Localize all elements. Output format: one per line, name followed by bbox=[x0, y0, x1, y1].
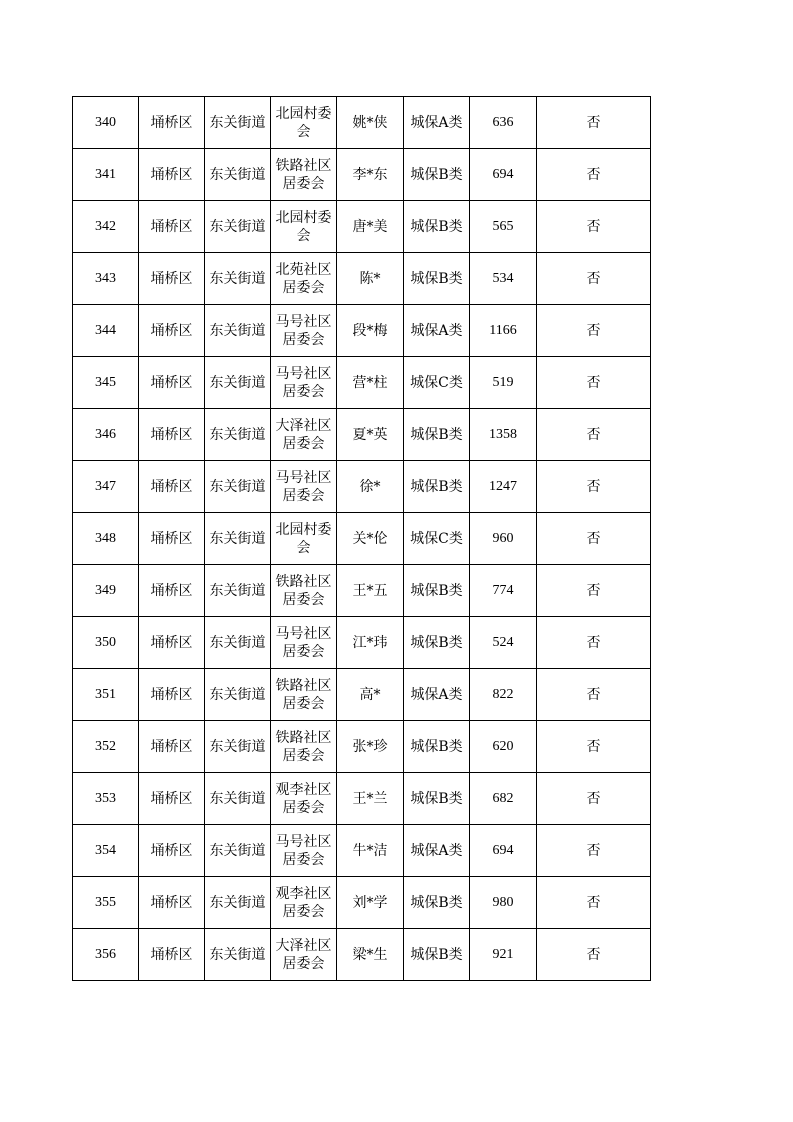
cell-street: 东关街道 bbox=[205, 617, 271, 669]
cell-flag: 否 bbox=[537, 877, 651, 929]
cell-flag: 否 bbox=[537, 825, 651, 877]
cell-amount: 565 bbox=[470, 201, 537, 253]
cell-committee: 马号社区居委会 bbox=[271, 357, 337, 409]
cell-district: 埇桥区 bbox=[139, 461, 205, 513]
cell-amount: 694 bbox=[470, 149, 537, 201]
table-row bbox=[73, 253, 651, 305]
cell-amount: 1166 bbox=[470, 305, 537, 357]
cell-flag: 否 bbox=[537, 461, 651, 513]
cell-number: 353 bbox=[73, 773, 139, 825]
cell-committee: 观李社区居委会 bbox=[271, 877, 337, 929]
cell-flag: 否 bbox=[537, 305, 651, 357]
cell-name: 李*东 bbox=[337, 149, 404, 201]
cell-number: 350 bbox=[73, 617, 139, 669]
cell-amount: 822 bbox=[470, 669, 537, 721]
cell-district: 埇桥区 bbox=[139, 617, 205, 669]
cell-district: 埇桥区 bbox=[139, 305, 205, 357]
cell-number: 340 bbox=[73, 97, 139, 149]
cell-street: 东关街道 bbox=[205, 461, 271, 513]
cell-district: 埇桥区 bbox=[139, 357, 205, 409]
cell-amount: 1247 bbox=[470, 461, 537, 513]
cell-street: 东关街道 bbox=[205, 253, 271, 305]
cell-amount: 980 bbox=[470, 877, 537, 929]
cell-category: 城保B类 bbox=[404, 877, 470, 929]
cell-flag: 否 bbox=[537, 721, 651, 773]
table-row bbox=[73, 877, 651, 929]
cell-name: 王*兰 bbox=[337, 773, 404, 825]
table-row bbox=[73, 149, 651, 201]
cell-committee: 北园村委会 bbox=[271, 97, 337, 149]
table-row bbox=[73, 201, 651, 253]
cell-name: 张*珍 bbox=[337, 721, 404, 773]
roster-table bbox=[72, 96, 651, 981]
cell-category: 城保B类 bbox=[404, 409, 470, 461]
cell-district: 埇桥区 bbox=[139, 825, 205, 877]
cell-category: 城保B类 bbox=[404, 149, 470, 201]
cell-number: 349 bbox=[73, 565, 139, 617]
cell-name: 营*柱 bbox=[337, 357, 404, 409]
cell-amount: 694 bbox=[470, 825, 537, 877]
cell-category: 城保B类 bbox=[404, 565, 470, 617]
cell-district: 埇桥区 bbox=[139, 97, 205, 149]
roster-table-body bbox=[73, 97, 651, 981]
cell-number: 352 bbox=[73, 721, 139, 773]
cell-category: 城保B类 bbox=[404, 201, 470, 253]
cell-name: 刘*学 bbox=[337, 877, 404, 929]
cell-district: 埇桥区 bbox=[139, 721, 205, 773]
cell-street: 东关街道 bbox=[205, 721, 271, 773]
cell-name: 关*伦 bbox=[337, 513, 404, 565]
cell-number: 356 bbox=[73, 929, 139, 981]
table-row bbox=[73, 97, 651, 149]
cell-number: 344 bbox=[73, 305, 139, 357]
cell-category: 城保A类 bbox=[404, 97, 470, 149]
cell-category: 城保B类 bbox=[404, 721, 470, 773]
cell-number: 346 bbox=[73, 409, 139, 461]
cell-category: 城保B类 bbox=[404, 253, 470, 305]
cell-district: 埇桥区 bbox=[139, 669, 205, 721]
cell-committee: 马号社区居委会 bbox=[271, 461, 337, 513]
cell-flag: 否 bbox=[537, 97, 651, 149]
table-row bbox=[73, 617, 651, 669]
cell-flag: 否 bbox=[537, 409, 651, 461]
cell-name: 徐* bbox=[337, 461, 404, 513]
table-row bbox=[73, 773, 651, 825]
cell-flag: 否 bbox=[537, 617, 651, 669]
cell-name: 梁*生 bbox=[337, 929, 404, 981]
table-row bbox=[73, 305, 651, 357]
cell-amount: 636 bbox=[470, 97, 537, 149]
cell-category: 城保B类 bbox=[404, 773, 470, 825]
cell-category: 城保B类 bbox=[404, 929, 470, 981]
cell-number: 341 bbox=[73, 149, 139, 201]
cell-amount: 1358 bbox=[470, 409, 537, 461]
cell-number: 348 bbox=[73, 513, 139, 565]
table-row bbox=[73, 513, 651, 565]
cell-district: 埇桥区 bbox=[139, 565, 205, 617]
cell-committee: 马号社区居委会 bbox=[271, 617, 337, 669]
cell-district: 埇桥区 bbox=[139, 201, 205, 253]
cell-committee: 观李社区居委会 bbox=[271, 773, 337, 825]
cell-name: 夏*英 bbox=[337, 409, 404, 461]
cell-category: 城保C类 bbox=[404, 513, 470, 565]
cell-street: 东关街道 bbox=[205, 773, 271, 825]
cell-flag: 否 bbox=[537, 357, 651, 409]
cell-amount: 620 bbox=[470, 721, 537, 773]
cell-committee: 大泽社区居委会 bbox=[271, 409, 337, 461]
cell-name: 唐*美 bbox=[337, 201, 404, 253]
cell-flag: 否 bbox=[537, 201, 651, 253]
cell-name: 江*玮 bbox=[337, 617, 404, 669]
cell-number: 354 bbox=[73, 825, 139, 877]
cell-category: 城保A类 bbox=[404, 669, 470, 721]
cell-district: 埇桥区 bbox=[139, 513, 205, 565]
cell-street: 东关街道 bbox=[205, 825, 271, 877]
cell-flag: 否 bbox=[537, 149, 651, 201]
table-row bbox=[73, 669, 651, 721]
cell-amount: 774 bbox=[470, 565, 537, 617]
cell-number: 343 bbox=[73, 253, 139, 305]
cell-street: 东关街道 bbox=[205, 877, 271, 929]
cell-number: 355 bbox=[73, 877, 139, 929]
cell-name: 段*梅 bbox=[337, 305, 404, 357]
cell-number: 345 bbox=[73, 357, 139, 409]
table-row bbox=[73, 357, 651, 409]
cell-street: 东关街道 bbox=[205, 357, 271, 409]
cell-committee: 北园村委会 bbox=[271, 201, 337, 253]
cell-number: 351 bbox=[73, 669, 139, 721]
cell-street: 东关街道 bbox=[205, 409, 271, 461]
cell-amount: 524 bbox=[470, 617, 537, 669]
cell-amount: 960 bbox=[470, 513, 537, 565]
cell-street: 东关街道 bbox=[205, 565, 271, 617]
table-row bbox=[73, 721, 651, 773]
cell-category: 城保C类 bbox=[404, 357, 470, 409]
cell-flag: 否 bbox=[537, 929, 651, 981]
table-row bbox=[73, 461, 651, 513]
table-row bbox=[73, 565, 651, 617]
cell-flag: 否 bbox=[537, 253, 651, 305]
cell-committee: 铁路社区居委会 bbox=[271, 721, 337, 773]
cell-amount: 534 bbox=[470, 253, 537, 305]
cell-street: 东关街道 bbox=[205, 929, 271, 981]
cell-category: 城保B类 bbox=[404, 617, 470, 669]
cell-district: 埇桥区 bbox=[139, 929, 205, 981]
cell-category: 城保B类 bbox=[404, 461, 470, 513]
cell-street: 东关街道 bbox=[205, 513, 271, 565]
cell-district: 埇桥区 bbox=[139, 877, 205, 929]
cell-number: 347 bbox=[73, 461, 139, 513]
cell-district: 埇桥区 bbox=[139, 409, 205, 461]
cell-district: 埇桥区 bbox=[139, 149, 205, 201]
cell-street: 东关街道 bbox=[205, 149, 271, 201]
cell-amount: 519 bbox=[470, 357, 537, 409]
cell-street: 东关街道 bbox=[205, 669, 271, 721]
cell-street: 东关街道 bbox=[205, 97, 271, 149]
cell-name: 姚*侠 bbox=[337, 97, 404, 149]
cell-category: 城保A类 bbox=[404, 305, 470, 357]
cell-street: 东关街道 bbox=[205, 201, 271, 253]
cell-amount: 682 bbox=[470, 773, 537, 825]
cell-number: 342 bbox=[73, 201, 139, 253]
table-row bbox=[73, 929, 651, 981]
cell-committee: 铁路社区居委会 bbox=[271, 565, 337, 617]
cell-committee: 北苑社区居委会 bbox=[271, 253, 337, 305]
cell-flag: 否 bbox=[537, 773, 651, 825]
table-row bbox=[73, 825, 651, 877]
cell-committee: 马号社区居委会 bbox=[271, 825, 337, 877]
cell-committee: 马号社区居委会 bbox=[271, 305, 337, 357]
cell-name: 高* bbox=[337, 669, 404, 721]
cell-committee: 北园村委会 bbox=[271, 513, 337, 565]
cell-district: 埇桥区 bbox=[139, 253, 205, 305]
cell-name: 王*五 bbox=[337, 565, 404, 617]
cell-committee: 铁路社区居委会 bbox=[271, 149, 337, 201]
cell-district: 埇桥区 bbox=[139, 773, 205, 825]
cell-amount: 921 bbox=[470, 929, 537, 981]
cell-name: 陈* bbox=[337, 253, 404, 305]
cell-name: 牛*洁 bbox=[337, 825, 404, 877]
table-row bbox=[73, 409, 651, 461]
cell-flag: 否 bbox=[537, 565, 651, 617]
cell-flag: 否 bbox=[537, 669, 651, 721]
cell-category: 城保A类 bbox=[404, 825, 470, 877]
cell-committee: 铁路社区居委会 bbox=[271, 669, 337, 721]
cell-flag: 否 bbox=[537, 513, 651, 565]
cell-street: 东关街道 bbox=[205, 305, 271, 357]
cell-committee: 大泽社区居委会 bbox=[271, 929, 337, 981]
